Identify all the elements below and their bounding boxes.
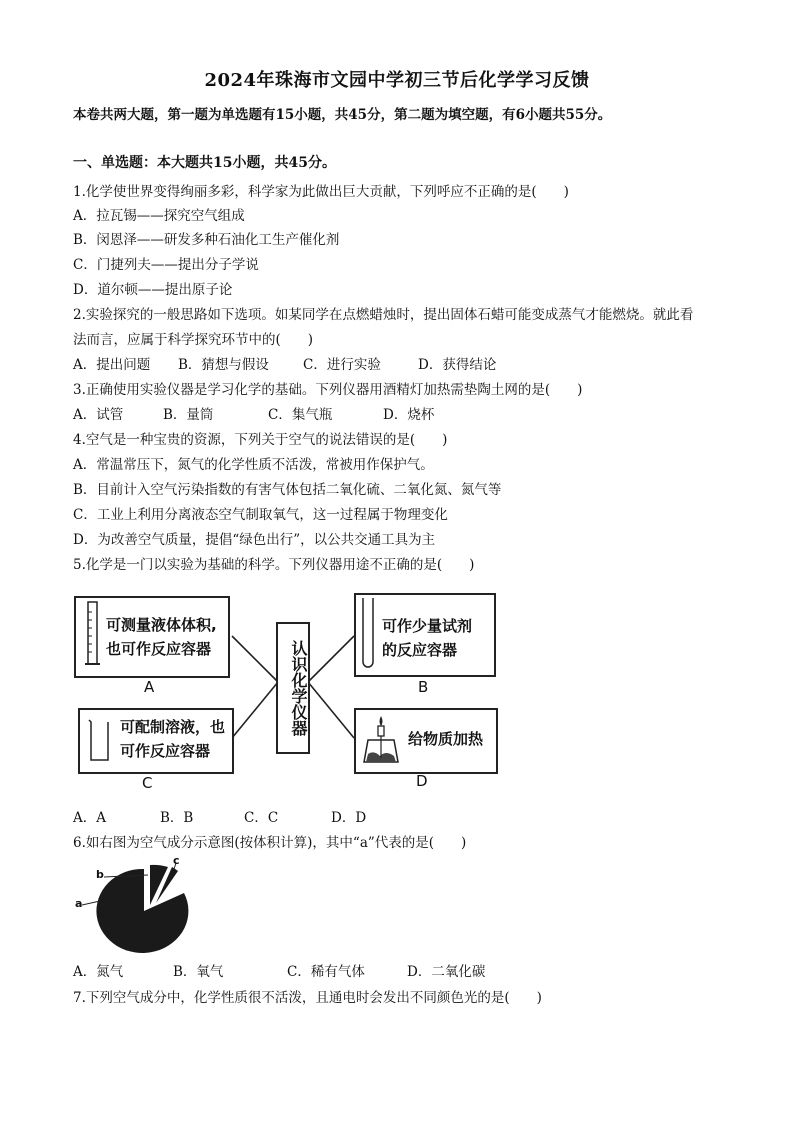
box-c bbox=[78, 708, 234, 774]
q1-stem: 1.化学使世界变得绚丽多彩，科学家为此做出巨大贡献，下列呼应不正确的是( ) bbox=[73, 184, 569, 200]
q3-options bbox=[73, 405, 434, 425]
instrument-diagram bbox=[72, 588, 502, 794]
q3-option-d: D．烧杯 bbox=[383, 407, 435, 423]
label-c: C bbox=[142, 774, 153, 792]
q6-option-d: D．二氧化碳 bbox=[407, 964, 486, 980]
box-d-text: 给物质加热 bbox=[408, 730, 484, 748]
q1-option-b: B．闵恩泽——研发多种石油化工生产催化剂 bbox=[73, 232, 340, 248]
q3-option-c: C．集气瓶 bbox=[268, 407, 333, 423]
q5-option-c: C．C bbox=[244, 810, 279, 826]
q4-option-b: B．目前计入空气污染指数的有害气体包括二氧化硫、二氧化氮、氮气等 bbox=[73, 482, 502, 498]
exam-intro: 本卷共两大题，第一题为单选题有15小题，共45分，第二题为填空题，有6小题共55分。 bbox=[73, 107, 612, 123]
q7-stem: 7.下列空气成分中，化学性质很不活泼，且通电时会发出不同颜色光的是( ) bbox=[73, 990, 542, 1006]
q5-stem: 5.化学是一门以实验为基础的科学。下列仪器用途不正确的是( ) bbox=[73, 557, 475, 573]
q1-option-c: C．门捷列夫——提出分子学说 bbox=[73, 257, 259, 273]
q5-option-d: D．D bbox=[331, 810, 367, 826]
pie-label-c: c bbox=[173, 854, 180, 867]
label-a: A bbox=[144, 678, 155, 696]
box-a-text-1: 可测量液体体积, bbox=[106, 616, 217, 634]
q5-options bbox=[73, 808, 366, 828]
pie-label-a: a bbox=[75, 897, 83, 910]
q6-option-c: C．稀有气体 bbox=[287, 964, 365, 980]
q5-option-b: B．B bbox=[160, 810, 194, 826]
test-tube-icon bbox=[360, 596, 376, 672]
q2-stem-line1: 2.实验探究的一般思路如下选项。如某同学在点燃蜡烛时，提出固体石蜡可能变成蒸气才能燃烧。就此看 bbox=[73, 307, 694, 323]
q1-option-a: A．拉瓦锡——探究空气组成 bbox=[73, 208, 245, 224]
label-b: B bbox=[418, 678, 429, 696]
box-c-text-2: 可作反应容器 bbox=[120, 742, 211, 760]
q2-stem-line2: 法而言，应属于科学探究环节中的( ) bbox=[73, 332, 314, 348]
box-b-text-2: 的反应容器 bbox=[382, 641, 458, 659]
box-c-text-1: 可配制溶液，也 bbox=[120, 718, 226, 736]
box-b bbox=[354, 593, 496, 677]
q3-option-a: A．试管 bbox=[73, 407, 124, 423]
q6-option-b: B．氧气 bbox=[173, 964, 224, 980]
section-heading: 一、单选题：本大题共15小题，共45分。 bbox=[73, 155, 336, 171]
q4-option-c: C．工业上利用分离液态空气制取氧气，这一过程属于物理变化 bbox=[73, 507, 448, 523]
q4-stem: 4.空气是一种宝贵的资源，下列关于空气的说法错误的是( ) bbox=[73, 432, 448, 448]
q2-options bbox=[73, 355, 496, 375]
q5-option-a: A．A bbox=[73, 810, 106, 826]
center-label: 认识化学仪器 bbox=[276, 622, 310, 754]
q3-option-b: B．量筒 bbox=[163, 407, 214, 423]
q3-stem: 3.正确使用实验仪器是学习化学的基础。下列仪器用酒精灯加热需垫陶土网的是( ) bbox=[73, 382, 583, 398]
box-b-text-1: 可作少量试剂 bbox=[382, 617, 473, 635]
alcohol-lamp-icon bbox=[362, 712, 402, 768]
pie-chart-graphic bbox=[72, 853, 222, 963]
q2-option-d: D．获得结论 bbox=[418, 357, 497, 373]
graduated-cylinder-icon bbox=[82, 600, 102, 670]
q6-stem: 6.如右图为空气成分示意图(按体积计算)，其中“a”代表的是( ) bbox=[73, 835, 467, 851]
label-d: D bbox=[416, 772, 428, 790]
q6-option-a: A．氮气 bbox=[73, 964, 124, 980]
q2-option-b: B．猜想与假设 bbox=[178, 357, 269, 373]
air-composition-pie bbox=[72, 853, 222, 963]
q2-option-a: A．提出问题 bbox=[73, 357, 151, 373]
page-title: 2024年珠海市文园中学初三节后化学学习反馈 bbox=[204, 70, 590, 91]
box-a bbox=[74, 596, 230, 678]
q6-options bbox=[73, 962, 485, 982]
q4-option-a: A．常温常压下，氮气的化学性质不活泼，常被用作保护气。 bbox=[73, 457, 434, 473]
q2-option-c: C．进行实验 bbox=[303, 357, 381, 373]
q1-option-d: D．道尔顿——提出原子论 bbox=[73, 282, 233, 298]
pie-label-b: b bbox=[96, 868, 104, 881]
beaker-icon bbox=[86, 716, 112, 766]
q4-option-d: D．为改善空气质量，提倡“绿色出行”，以公共交通工具为主 bbox=[73, 532, 436, 548]
box-d bbox=[354, 708, 498, 774]
box-a-text-2: 也可作反应容器 bbox=[106, 640, 212, 658]
